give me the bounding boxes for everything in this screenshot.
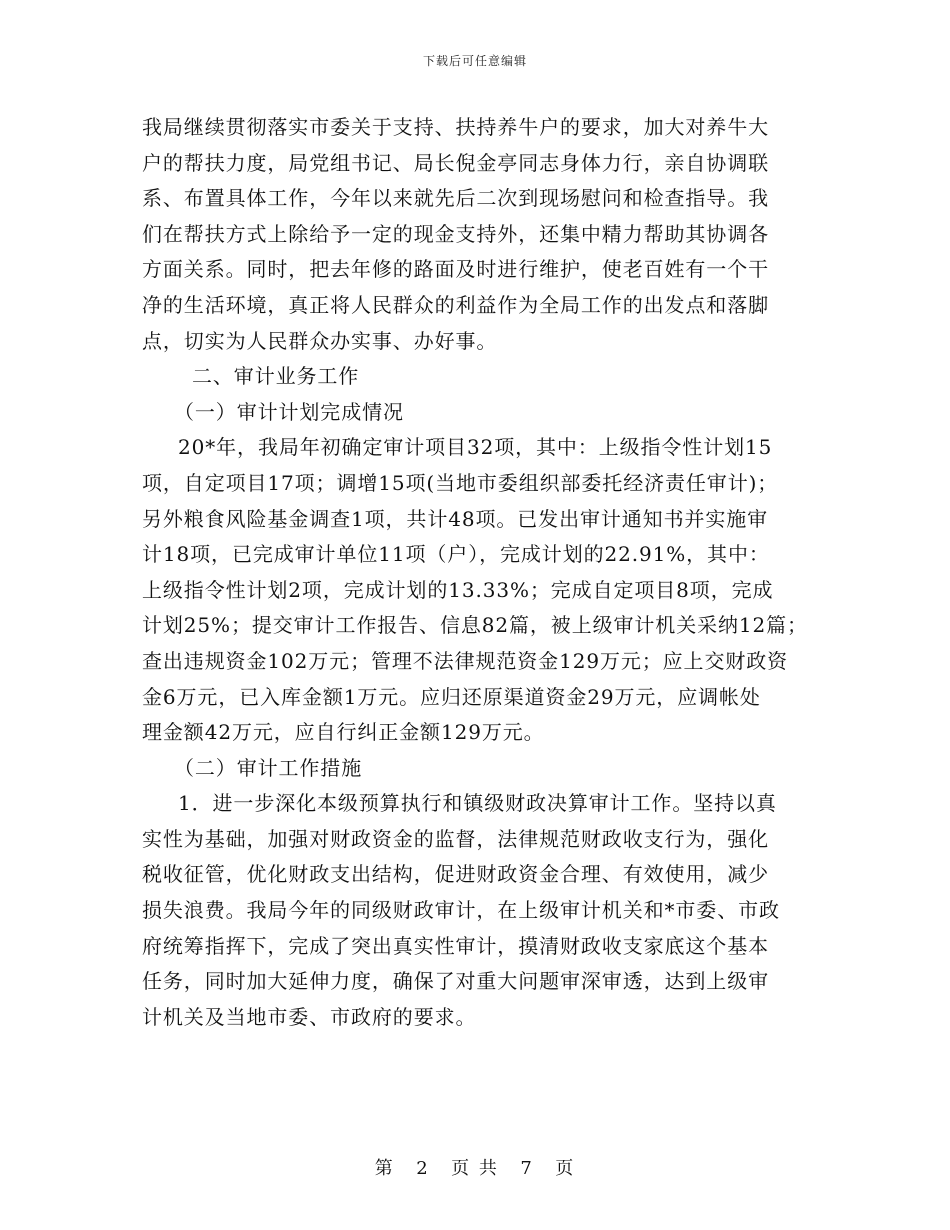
body-line: 们在帮扶方式上除给予一定的现金支持外，还集中精力帮助其协调各	[142, 221, 769, 246]
body-line: 府统筹指挥下，完成了突出真实性审计，摸清财政收支家底这个基本	[142, 933, 769, 958]
body-line: 查出违规资金102万元；管理不法律规范资金129万元；应上交财政资	[142, 648, 789, 673]
page-middle: 页 共	[451, 1158, 499, 1179]
body-line: 税收征管，优化财政支出结构，促进财政资金合理、有效使用，减少	[142, 862, 769, 887]
page-prefix: 第	[374, 1158, 395, 1179]
page-footer	[0, 1154, 950, 1180]
body-line: 另外粮食风险基金调查1项，共计48项。已发出审计通知书并实施审	[142, 506, 769, 531]
body-line: 系、布置具体工作，今年以来就先后二次到现场慰问和检查指导。我	[142, 186, 769, 211]
body-line: 实性为基础，加强对财政资金的监督，法律规范财政收支行为，强化	[142, 826, 769, 851]
body-line: 20*年，我局年初确定审计项目32项，其中：上级指令性计划15	[178, 435, 773, 460]
body-line: 点，切实为人民群众办实事、办好事。	[142, 328, 498, 353]
body-line: 项，自定项目17项；调增15项(当地市委组织部委托经济责任审计)；	[142, 470, 779, 495]
document-body	[142, 110, 822, 1035]
body-line: 户的帮扶力度，局党组书记、局长倪金亭同志身体力行，亲自协调联	[142, 150, 769, 175]
body-line: 1．进一步深化本级预算执行和镇级财政决算审计工作。坚持以真	[178, 791, 777, 816]
body-line: 计划25%；提交审计工作报告、信息82篇，被上级审计机关采纳12篇；	[142, 613, 808, 638]
body-line: 计18项，已完成审计单位11项（户），完成计划的22.91%，其中：	[142, 542, 770, 567]
subsection-heading: （一）审计计划完成情况	[174, 399, 404, 424]
body-line: 净的生活环境，真正将人民群众的利益作为全局工作的出发点和落脚	[142, 292, 769, 317]
header-note: 下载后可任意编辑	[422, 54, 527, 68]
section-heading: 二、审计业务工作	[192, 364, 360, 389]
body-line: 计机关及当地市委、市政府的要求。	[142, 1004, 477, 1029]
body-line: 金6万元，已入库金额1万元。应归还原渠道资金29万元，应调帐处	[142, 684, 761, 709]
body-line: 方面关系。同时，把去年修的路面及时进行维护，使老百姓有一个干	[142, 257, 769, 282]
page-suffix: 页	[555, 1158, 576, 1179]
subsection-heading: （二）审计工作措施	[174, 755, 363, 780]
body-line: 理金额42万元，应自行纠正金额129万元。	[142, 720, 545, 745]
page-number: 2	[416, 1158, 430, 1179]
body-line: 任务，同时加大延伸力度，确保了对重大问题审深审透，达到上级审	[142, 969, 769, 994]
page-total: 7	[520, 1158, 534, 1179]
body-line: 上级指令性计划2项，完成计划的13.33%；完成自定项目8项，完成	[142, 577, 774, 602]
body-line: 我局继续贯彻落实市委关于支持、扶持养牛户的要求，加大对养牛大	[142, 115, 769, 139]
body-line: 损失浪费。我局今年的同级财政审计，在上级审计机关和*市委、市政	[142, 898, 780, 923]
